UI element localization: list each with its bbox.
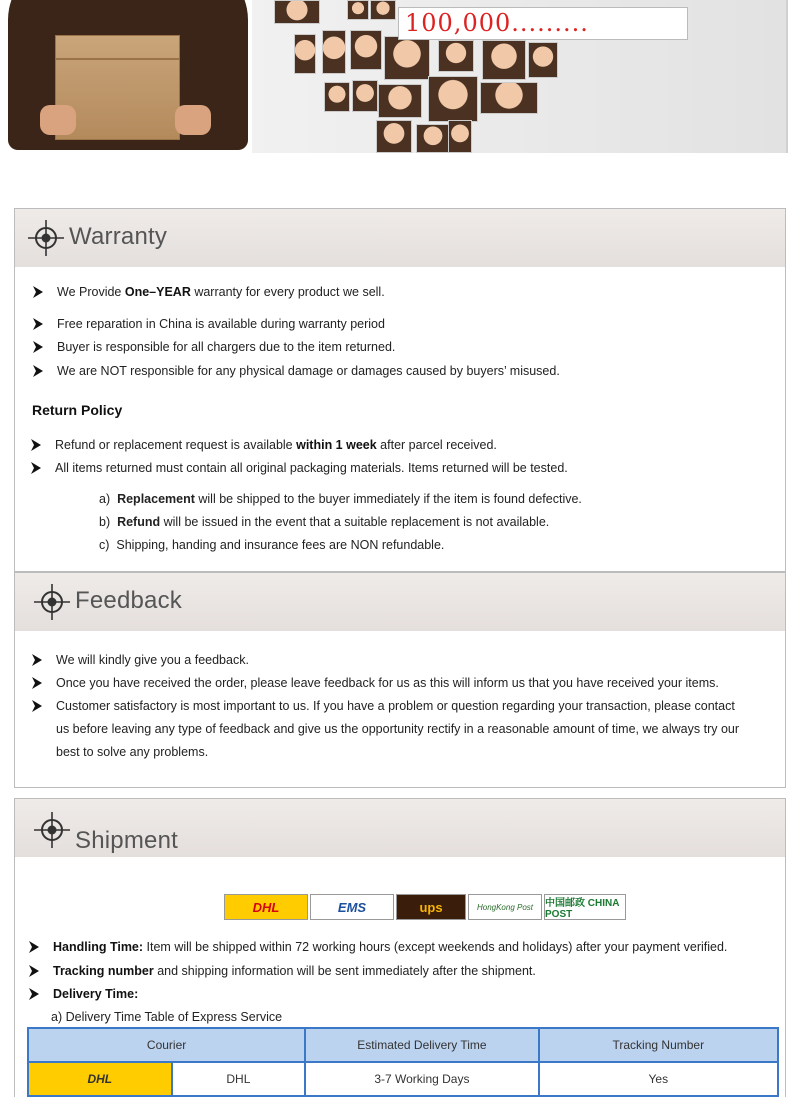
chevron-right-icon (30, 676, 44, 690)
shipment-item: Handling Time: Item will be shipped within 72 working hours (except weekends and holidays) after your payment verified. (53, 940, 727, 954)
shipment-panel (14, 798, 786, 1097)
column-header: Courier (28, 1028, 305, 1062)
crosshair-icon (33, 583, 71, 621)
tracking-cell: Yes (539, 1062, 778, 1096)
customer-count: 100,000......... (405, 9, 589, 37)
warranty-panel (14, 208, 786, 572)
warranty-title: Warranty (69, 223, 168, 250)
return-sub-item: b) Refund will be issued in the event that a suitable replacement is not available. (99, 515, 550, 529)
feedback-title: Feedback (75, 587, 182, 614)
delivery-time-table (27, 1027, 779, 1097)
table-header-row (28, 1028, 778, 1062)
courier-logos (224, 894, 626, 920)
warranty-header (15, 209, 785, 267)
feedback-item-continuation: best to solve any problems. (56, 745, 209, 759)
return-policy-heading: Return Policy (32, 402, 123, 418)
china-post-logo: 中国邮政 CHINA POST (544, 894, 626, 920)
courier-name-cell: DHL (172, 1062, 306, 1096)
chevron-right-icon (30, 699, 44, 713)
chevron-right-icon (29, 438, 43, 452)
warranty-item: We Provide One–YEAR warranty for every product we sell. (57, 285, 385, 299)
hongkong-post-logo: HongKong Post (468, 894, 542, 920)
ems-logo: EMS (310, 894, 394, 920)
warranty-item: Buyer is responsible for all chargers due to the item returned. (57, 340, 395, 354)
chevron-right-icon (31, 317, 45, 331)
chevron-right-icon (27, 987, 41, 1001)
top-banner (0, 0, 800, 160)
shipment-item: Delivery Time: (53, 987, 138, 1001)
warranty-item: Free reparation in China is available during warranty period (57, 317, 385, 331)
dhl-logo: DHL (224, 894, 308, 920)
feedback-header (15, 573, 785, 631)
column-header: Estimated Delivery Time (305, 1028, 538, 1062)
courier-photo (0, 0, 250, 150)
chevron-right-icon (27, 940, 41, 954)
delivery-time-cell: 3-7 Working Days (305, 1062, 538, 1096)
dhl-logo-cell: DHL (28, 1062, 172, 1096)
column-header: Tracking Number (539, 1028, 778, 1062)
feedback-panel (14, 572, 786, 788)
feedback-item: We will kindly give you a feedback. (56, 653, 249, 667)
chevron-right-icon (27, 964, 41, 978)
return-sub-item: a) Replacement will be shipped to the buyer immediately if the item is found defective. (99, 492, 582, 506)
chevron-right-icon (31, 364, 45, 378)
return-sub-item: c) Shipping, handing and insurance fees are NON refundable. (99, 538, 445, 552)
feedback-item-continuation: us before leaving any type of feedback and give us the opportunity rectify in a reasonable amount of time, we always try our (56, 722, 740, 736)
return-item: Refund or replacement request is available within 1 week after parcel received. (55, 438, 497, 452)
feedback-item: Once you have received the order, please leave feedback for us as this will inform us that you have received your items. (56, 676, 719, 690)
ups-logo: ups (396, 894, 466, 920)
shipment-title: Shipment (75, 827, 178, 854)
return-item: All items returned must contain all original packaging materials. Items returned will be tested. (55, 461, 568, 475)
crosshair-icon (27, 219, 65, 257)
crosshair-icon (33, 811, 71, 849)
shipment-header (15, 799, 785, 857)
feedback-item: Customer satisfactory is most important to us. If you have a problem or question regarding your transaction, please contact (56, 699, 735, 713)
chevron-right-icon (31, 340, 45, 354)
delivery-table-caption: a) Delivery Time Table of Express Service (51, 1010, 283, 1024)
shipment-item: Tracking number and shipping information will be sent immediately after the shipment. (53, 964, 536, 978)
table-row (28, 1062, 778, 1096)
customer-count-box (398, 7, 688, 40)
chevron-right-icon (29, 461, 43, 475)
chevron-right-icon (31, 285, 45, 299)
warranty-item: We are NOT responsible for any physical damage or damages caused by buyers’ misused. (57, 364, 560, 378)
chevron-right-icon (30, 653, 44, 667)
